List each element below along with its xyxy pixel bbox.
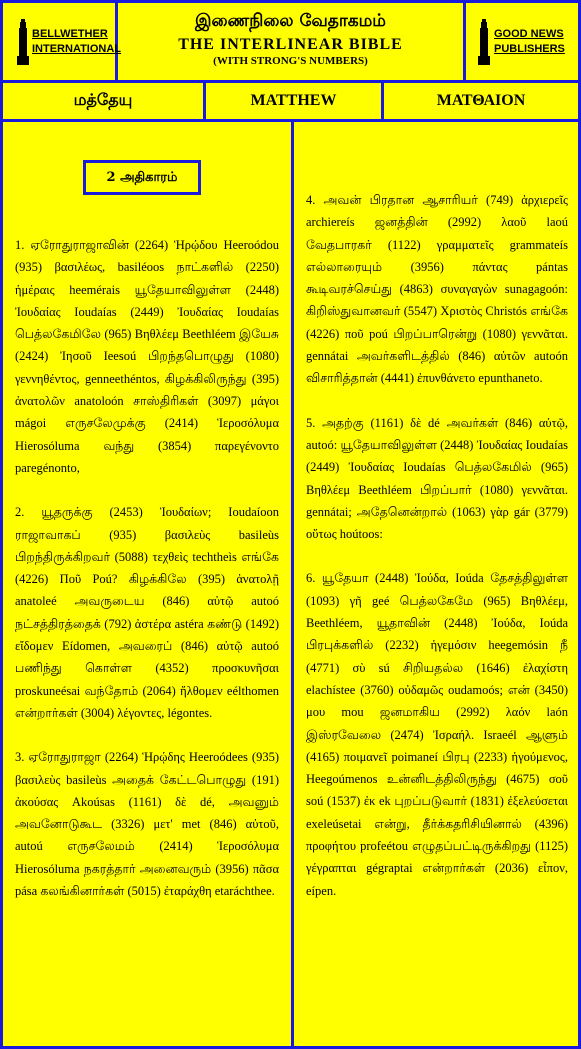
- book-name-english: MATTHEW: [206, 83, 384, 119]
- verse-2: 2. யூதருக்கு (2453) Ἰουδαίων; Ioudaíoon ராஜாவாகப் (935) βασιλεὺς basileùs பிறந்திருக்கிறவர் (5088) τεχθεὶς techtheìs எங்கே (4226) Ποῦ Poú? கிழக்கிலே (395) ἀνατολῇ anatoleé அவருடைய (846) αὐτῷ autoó நட்சத்திரத்தைக் (792) ἀστέρα astéra கண்டு (1492) εἴδομεν Eídomen, அவரைப் (846) αὐτῷ autoó பணிந்து கொள்ள (4352) προσκυνῆσαι proskuneésai வந்தோம் (2064) ἤλθομεν eélthomen என்றார்கள் (3004) λέγοντες, légontes.: [15, 505, 279, 720]
- book-name-tamil: மத்தேயு: [3, 83, 206, 119]
- title-english: THE INTERLINEAR BIBLE: [178, 36, 403, 53]
- book-name-greek: ΜΑΤΘΑΙΟΝ: [436, 92, 526, 109]
- good-news-logo-text: GOOD NEWS PUBLISHERS: [494, 27, 565, 55]
- header: [3, 3, 578, 83]
- title-tamil: இணைநிலை வேதாகமம்: [195, 11, 386, 31]
- left-verses: [15, 234, 279, 924]
- bellwether-logo-text: BELLWETHER INTERNATIONAL: [32, 27, 122, 55]
- verse-6: 6. யூதேயா (2448) Ἰούδα, Ioúda தேசத்திலுள்ள (1093) γῆ geé பெத்லகேமே (965) Βηθλέεμ, Beethléem, யூதாவின் (2448) Ἰούδα, Ioúda பிரபுக்களில் (2232) ἡγεμόσιν heegemósin நீ (4771) σὺ sú சிறியதல்ல (1646) ἐλαχίστη elachístee (3760) οὐδαμῶς oudamoós; என் (3450) μου mou ஜனமாகிய (2992) λαόν laón இஸ்ரவேலை (2474) Ἰσραήλ. Israeél ஆளும் (4165) ποιμανεῖ poimaneí பிரபு (2233) ἡγούμενος, Heegoúmenos உன்னிடத்திலிருந்து (4675) σοῦ soú (1537) ἐκ ek புறப்படுவார் (1831) ἐξελεύσεται exeleúsetai என்று, தீர்க்கதரிசியினால் (4396) προφήτου profeétou எழுதப்பட்டிருக்கிறது (1125) γέγραπται gégraptai என்றார்கள் (2036) εἶπον, eípen.: [306, 571, 568, 898]
- verse-5: 5. அதற்கு (1161) δὲ dé அவர்கள் (846) αὐτῷ, autoó: யூதேயாவிலுள்ள (2448) Ἰουδαίας Ioudaías (2449) Ἰουδαίας Ioudaías பெத்லகேமில் (965) Βηθλέεμ Beethléem பிறப்பார் (1080) γεννᾶται. gennátai; அதேனென்றால் (1063) γὰρ gár (3779) οὕτως hoútoos:: [306, 415, 568, 542]
- good-news-logo: [463, 3, 578, 80]
- verse-4: 4. அவன் பிரதான ஆசாரியர் (749) ἀρχιερεῖς archiereís ஜனத்தின் (2992) λαοῦ laoú வேதபாரகர் (1122) γραμματεῖς grammateís எல்லாரையும் (3956) πάντας pántas கூடிவரச்செய்து (4863) συναγαγὼν sunagagoón: கிறிஸ்துவானவர் (5547) Χριστὸς Christós எங்கே (4226) ποῦ poú பிறப்பாரென்று (1080) γεννᾶται. gennátai அவர்களிடத்தில் (846) αὐτῶν autoón விசாரித்தான் (4441) ἐπυνθάνετο epunthaneto.: [306, 193, 568, 386]
- content-area: [3, 122, 578, 1046]
- title-subtitle: (WITH STRONG'S NUMBERS): [213, 55, 368, 67]
- title-block: [118, 3, 463, 80]
- book-bar: [3, 83, 578, 122]
- right-column: [294, 122, 578, 1046]
- good-news-logo-icon: [476, 19, 492, 65]
- verse-1: 1. ஏரோதுராஜாவின் (2264) Ἡρῴδου Heeroódou (935) βασιλέως, basiléoos நாட்களில் (2250) ἡμέραις heemérais யூதேயாவிலுள்ள (2448) Ἰουδαίας Ioudaías (2449) Ἰουδαίας Ioudaías பெத்லகேமிலே (965) Βηθλέεμ Beethléem இயேசு (2424) Ἰησοῦ Ieesoú பிறந்தபொழுது (1080) γεννηθέντος, genneethéntos, கிழக்கிலிருந்து (395) ἀνατολῶν anatoloón சாஸ்திரிகள் (3097) μάγοι mágoi எருசலேமுக்கு (2414) Ἱεροσόλυμα Hierosóluma வந்து (3854) παρεγένοντο paregénonto,: [15, 238, 279, 475]
- verse-3: 3. ஏரோதுராஜா (2264) Ἡρῴδης Heeroódees (935) βασιλεὺς basileùs அதைக் கேட்டபொழுது (191) ἀκούσας Akoúsas (1161) δὲ dé, அவனும் அவனோடுகூட (3326) μετ' met (846) αὐτοῦ, autoú எருசலேமம் (2414) Ἱεροσόλυμα Hierosóluma நகரத்தார் அனைவரும் (3956) πᾶσα pása கலங்கினார்கள் (5015) ἐταράχθη etaráchthee.: [15, 750, 279, 899]
- left-column: [3, 122, 294, 1046]
- chapter-label: 2 அதிகாரம்: [83, 160, 201, 195]
- bellwether-logo-icon: [16, 19, 30, 65]
- bellwether-logo: [3, 3, 122, 80]
- right-verses: [306, 189, 568, 924]
